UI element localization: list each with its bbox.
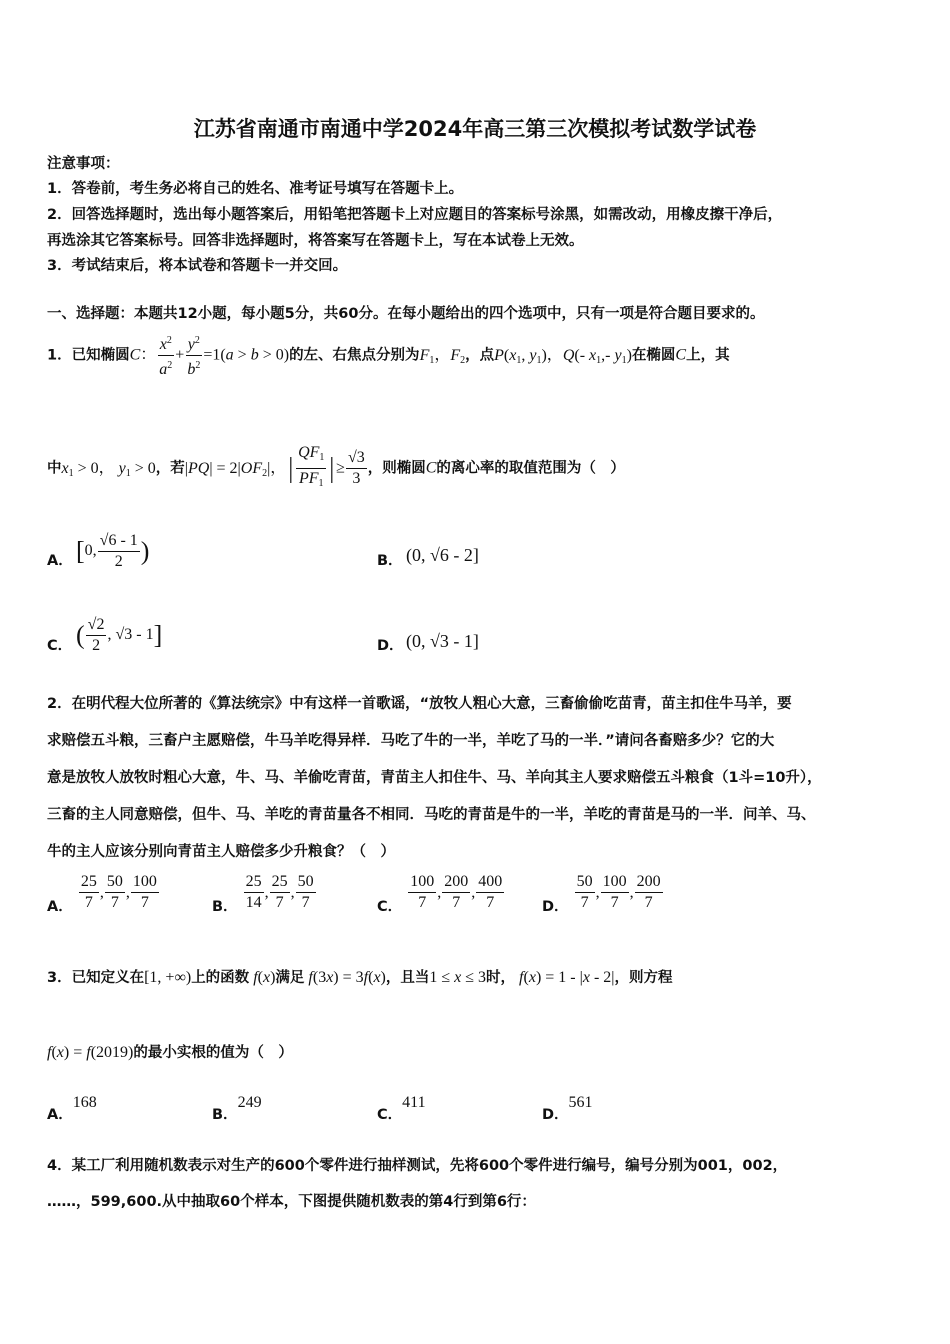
q1-text: ，点: [465, 347, 495, 364]
q2-option-a: A． $\frac{25}{7}$ , $\frac{50}{7}$ , $\frac{100}{7}$: [47, 873, 157, 915]
q3-option-a: A．168: [47, 1094, 97, 1123]
q1-text: ，若: [155, 460, 185, 477]
q1-option-c-label: C．: [47, 638, 73, 654]
question-1-line-2: 中$x_1 > 0$， $y_1 > 0$，若$|PQ| = 2|OF_2|$，| $\frac{QF_1}{PF_1}$ |≥ $\frac{√3}{3}$ ，则椭圆C的离心率的取值范围为（ ）: [47, 444, 625, 489]
q2-line: 2．在明代程大位所著的《算法统宗》中有这样一首歌谣，“放牧人粗心大意，三畜偷偷吃苗青，苗主扣住牛马羊，要: [47, 696, 792, 712]
notes-header: 注意事项：: [47, 156, 120, 172]
note-line: 3．考试结束后，将本试卷和答题卡一并交回。: [47, 258, 348, 274]
q2-option-d: D． $\frac{50}{7}$ , $\frac{100}{7}$ , $\frac{200}{7}$: [542, 873, 661, 915]
q1-text: 的左、右焦点分别为: [289, 347, 420, 364]
note-line: 再选涂其它答案标号。回答非选择题时，将答案写在答题卡上，写在本试卷上无效。: [47, 233, 584, 249]
question-3-line-1: 3．已知定义在[1, +∞)上的函数 f(x)满足 f(3x) = 3f(x)，且当1 ≤ x ≤ 3时， f(x) = 1 - |x - 2|，则方程: [47, 969, 673, 986]
q1-option-b-value: (0, √6 - 2]: [406, 545, 479, 565]
section-heading: 一、选择题：本题共12小题，每小题5分，共60分。在每小题给出的四个选项中，只有一项是符合题目要求的。: [47, 306, 765, 322]
q1-text: 上，其: [686, 347, 730, 364]
q2-option-b: B． $\frac{25}{14}$ , $\frac{25}{7}$ , $\frac{50}{7}$: [212, 873, 314, 915]
question-3-line-2: f(x) = f(2019)的最小实根的值为（ ）: [47, 1044, 293, 1061]
q1-option-d-value: (0, √3 - 1]: [406, 631, 479, 651]
q1-text: 的离心率的取值范围为（ ）: [436, 460, 625, 477]
q1-text: 在椭圆: [631, 347, 676, 364]
q1-text: 中: [47, 460, 62, 477]
q2-option-c: C． $\frac{100}{7}$ , $\frac{200}{7}$ , $\frac{400}{7}$: [377, 873, 503, 915]
q1-number: 1．已知椭圆: [47, 347, 130, 364]
q1-option-a-value: [0, $\frac{√6 - 1}{2}$ ): [76, 531, 150, 570]
question-1-line-1: 1．已知椭圆C： $\frac{x^2}{a^2}$ + $\frac{y^2}{b^2}$ =1(a > b > 0)的左、右焦点分别为$F_1$，$F_2$，点$P(x_1$, $y_1$)，Q(- $x_1,-$ $y_1$)在椭圆C上，其: [47, 331, 730, 383]
q1-text: ，则椭圆: [367, 460, 426, 477]
q4-line: 4．某工厂利用随机数表示对生产的600个零件进行抽样测试，先将600个零件进行编号，编号分别为001，002，: [47, 1158, 788, 1174]
q2-line: 三畜的主人同意赔偿，但牛、马、羊吃的青苗量各不相同．马吃的青苗是牛的一半，羊吃的青苗是马的一半．问羊、马、: [47, 807, 816, 823]
q1-option-b-label: B．: [377, 553, 403, 569]
q4-line: ……，599,600.从中抽取60个样本，下图提供随机数表的第4行到第6行：: [47, 1194, 536, 1210]
q2-line: 牛的主人应该分别向青苗主人赔偿多少升粮食？（ ）: [47, 844, 395, 860]
q1-option-a-label: A．: [47, 553, 73, 569]
q1-option-c-value: ( $\frac{√2}{2}$ , √3 - 1]: [76, 615, 163, 654]
page-title: 江苏省南通市南通中学2024年高三第三次模拟考试数学试卷: [193, 117, 757, 141]
q3-option-d: D．561: [542, 1094, 593, 1123]
q2-line: 意是放牧人放牧时粗心大意，牛、马、羊偷吃青苗，青苗主人扣住牛、马、羊向其主人要求赔偿五斗粮食（1斗=10升），: [47, 770, 822, 786]
q1-option-d-label: D．: [377, 638, 404, 654]
note-line: 1．答卷前，考生务必将自己的姓名、准考证号填写在答题卡上。: [47, 181, 464, 197]
q2-line: 求赔偿五斗粮，三畜户主愿赔偿，牛马羊吃得异样．马吃了牛的一半，羊吃了马的一半．”请问各畜赔多少？它的大: [47, 733, 775, 749]
q3-option-b: B．249: [212, 1094, 262, 1123]
note-line: 2．回答选择题时，选出每小题答案后，用铅笔把答题卡上对应题目的答案标号涂黑，如需改动，用橡皮擦干净后，: [47, 207, 783, 223]
q3-option-c: C．411: [377, 1094, 426, 1123]
